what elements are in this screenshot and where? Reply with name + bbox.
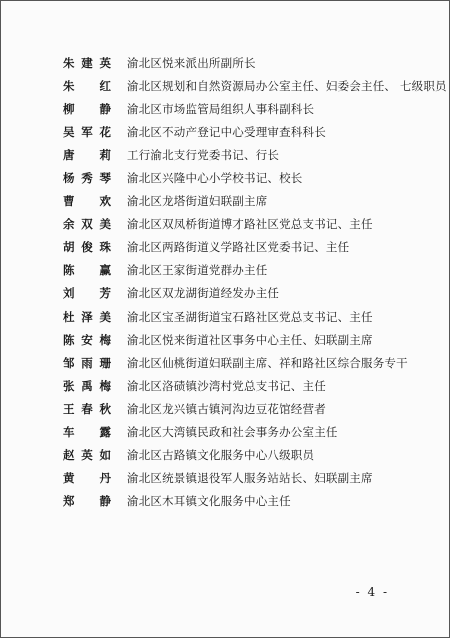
person-name: 柳 静 <box>63 101 111 116</box>
person-name: 唐 莉 <box>63 147 111 162</box>
person-name: 陈安梅 <box>63 332 111 347</box>
list-item <box>63 490 433 513</box>
person-name: 吴军花 <box>63 124 111 139</box>
person-name: 杜泽美 <box>63 309 111 324</box>
person-name: 陈 赢 <box>63 263 111 278</box>
list-item <box>63 213 433 236</box>
list-item <box>63 166 433 189</box>
list-item <box>63 97 433 120</box>
person-position: 渝北区兴隆中心小学校书记、校长 <box>127 171 303 186</box>
person-name: 郑 静 <box>63 494 111 509</box>
list-item <box>63 120 433 143</box>
person-name: 朱 红 <box>63 78 111 93</box>
person-position: 渝北区双凤桥街道博才路社区党总支书记、主任 <box>127 217 373 232</box>
list-item <box>63 51 433 74</box>
honoree-list <box>63 51 447 513</box>
person-name: 王春秋 <box>63 401 111 416</box>
list-item <box>63 190 433 213</box>
person-name: 曹 欢 <box>63 194 111 209</box>
person-position: 渝北区龙兴镇古镇河沟边豆花馆经营者 <box>127 401 326 416</box>
person-position: 渝北区古路镇文化服务中心八级职员 <box>127 448 315 463</box>
list-item <box>63 143 433 166</box>
person-name: 张禹梅 <box>63 378 111 393</box>
person-position: 渝北区两路街道义学路社区党委书记、主任 <box>127 240 350 255</box>
person-position: 渝北区双龙湖街道经发办主任 <box>127 286 280 301</box>
list-item <box>63 328 433 351</box>
person-position: 渝北区大湾镇民政和社会事务办公室主任 <box>127 425 338 440</box>
page-number: - 4 - <box>355 585 389 599</box>
person-position: 渝北区仙桃街道妇联副主席、祥和路社区综合服务专干 <box>127 355 408 370</box>
person-name: 黄 丹 <box>63 471 111 486</box>
person-name: 余双美 <box>63 217 111 232</box>
person-position: 渝北区悦来街道社区事务中心主任、妇联副主席 <box>127 332 373 347</box>
list-item <box>63 74 447 97</box>
person-position: 渝北区不动产登记中心受理审查科科长 <box>127 124 326 139</box>
list-item <box>63 236 433 259</box>
list-item <box>63 259 433 282</box>
person-position: 渝北区王家街道党群办主任 <box>127 263 268 278</box>
person-name: 杨秀琴 <box>63 171 111 186</box>
person-position: 渝北区规划和自然资源局办公室主任、妇委会主任、 七级职员 <box>127 78 447 93</box>
person-position: 工行渝北支行党委书记、行长 <box>127 147 280 162</box>
list-item <box>63 397 433 420</box>
list-item <box>63 421 433 444</box>
person-position: 渝北区市场监管局组织人事科副科长 <box>127 101 315 116</box>
person-name: 朱建英 <box>63 55 111 70</box>
list-item <box>63 305 433 328</box>
person-name: 邹雨珊 <box>63 355 111 370</box>
person-name: 车 露 <box>63 425 111 440</box>
person-name: 胡俊珠 <box>63 240 111 255</box>
person-position: 渝北区洛碛镇沙湾村党总支书记、主任 <box>127 378 326 393</box>
list-item <box>63 467 433 490</box>
person-position: 渝北区龙塔街道妇联副主席 <box>127 194 268 209</box>
person-name: 赵英如 <box>63 448 111 463</box>
person-position: 渝北区悦来派出所副所长 <box>127 55 256 70</box>
person-position: 渝北区宝圣湖街道宝石路社区党总支书记、主任 <box>127 309 373 324</box>
person-position: 渝北区木耳镇文化服务中心主任 <box>127 494 291 509</box>
person-name: 刘 芳 <box>63 286 111 301</box>
list-item <box>63 282 433 305</box>
list-item <box>63 374 433 397</box>
person-position: 渝北区统景镇退役军人服务站站长、妇联副主席 <box>127 471 373 486</box>
list-item <box>63 351 433 374</box>
list-item <box>63 444 433 467</box>
